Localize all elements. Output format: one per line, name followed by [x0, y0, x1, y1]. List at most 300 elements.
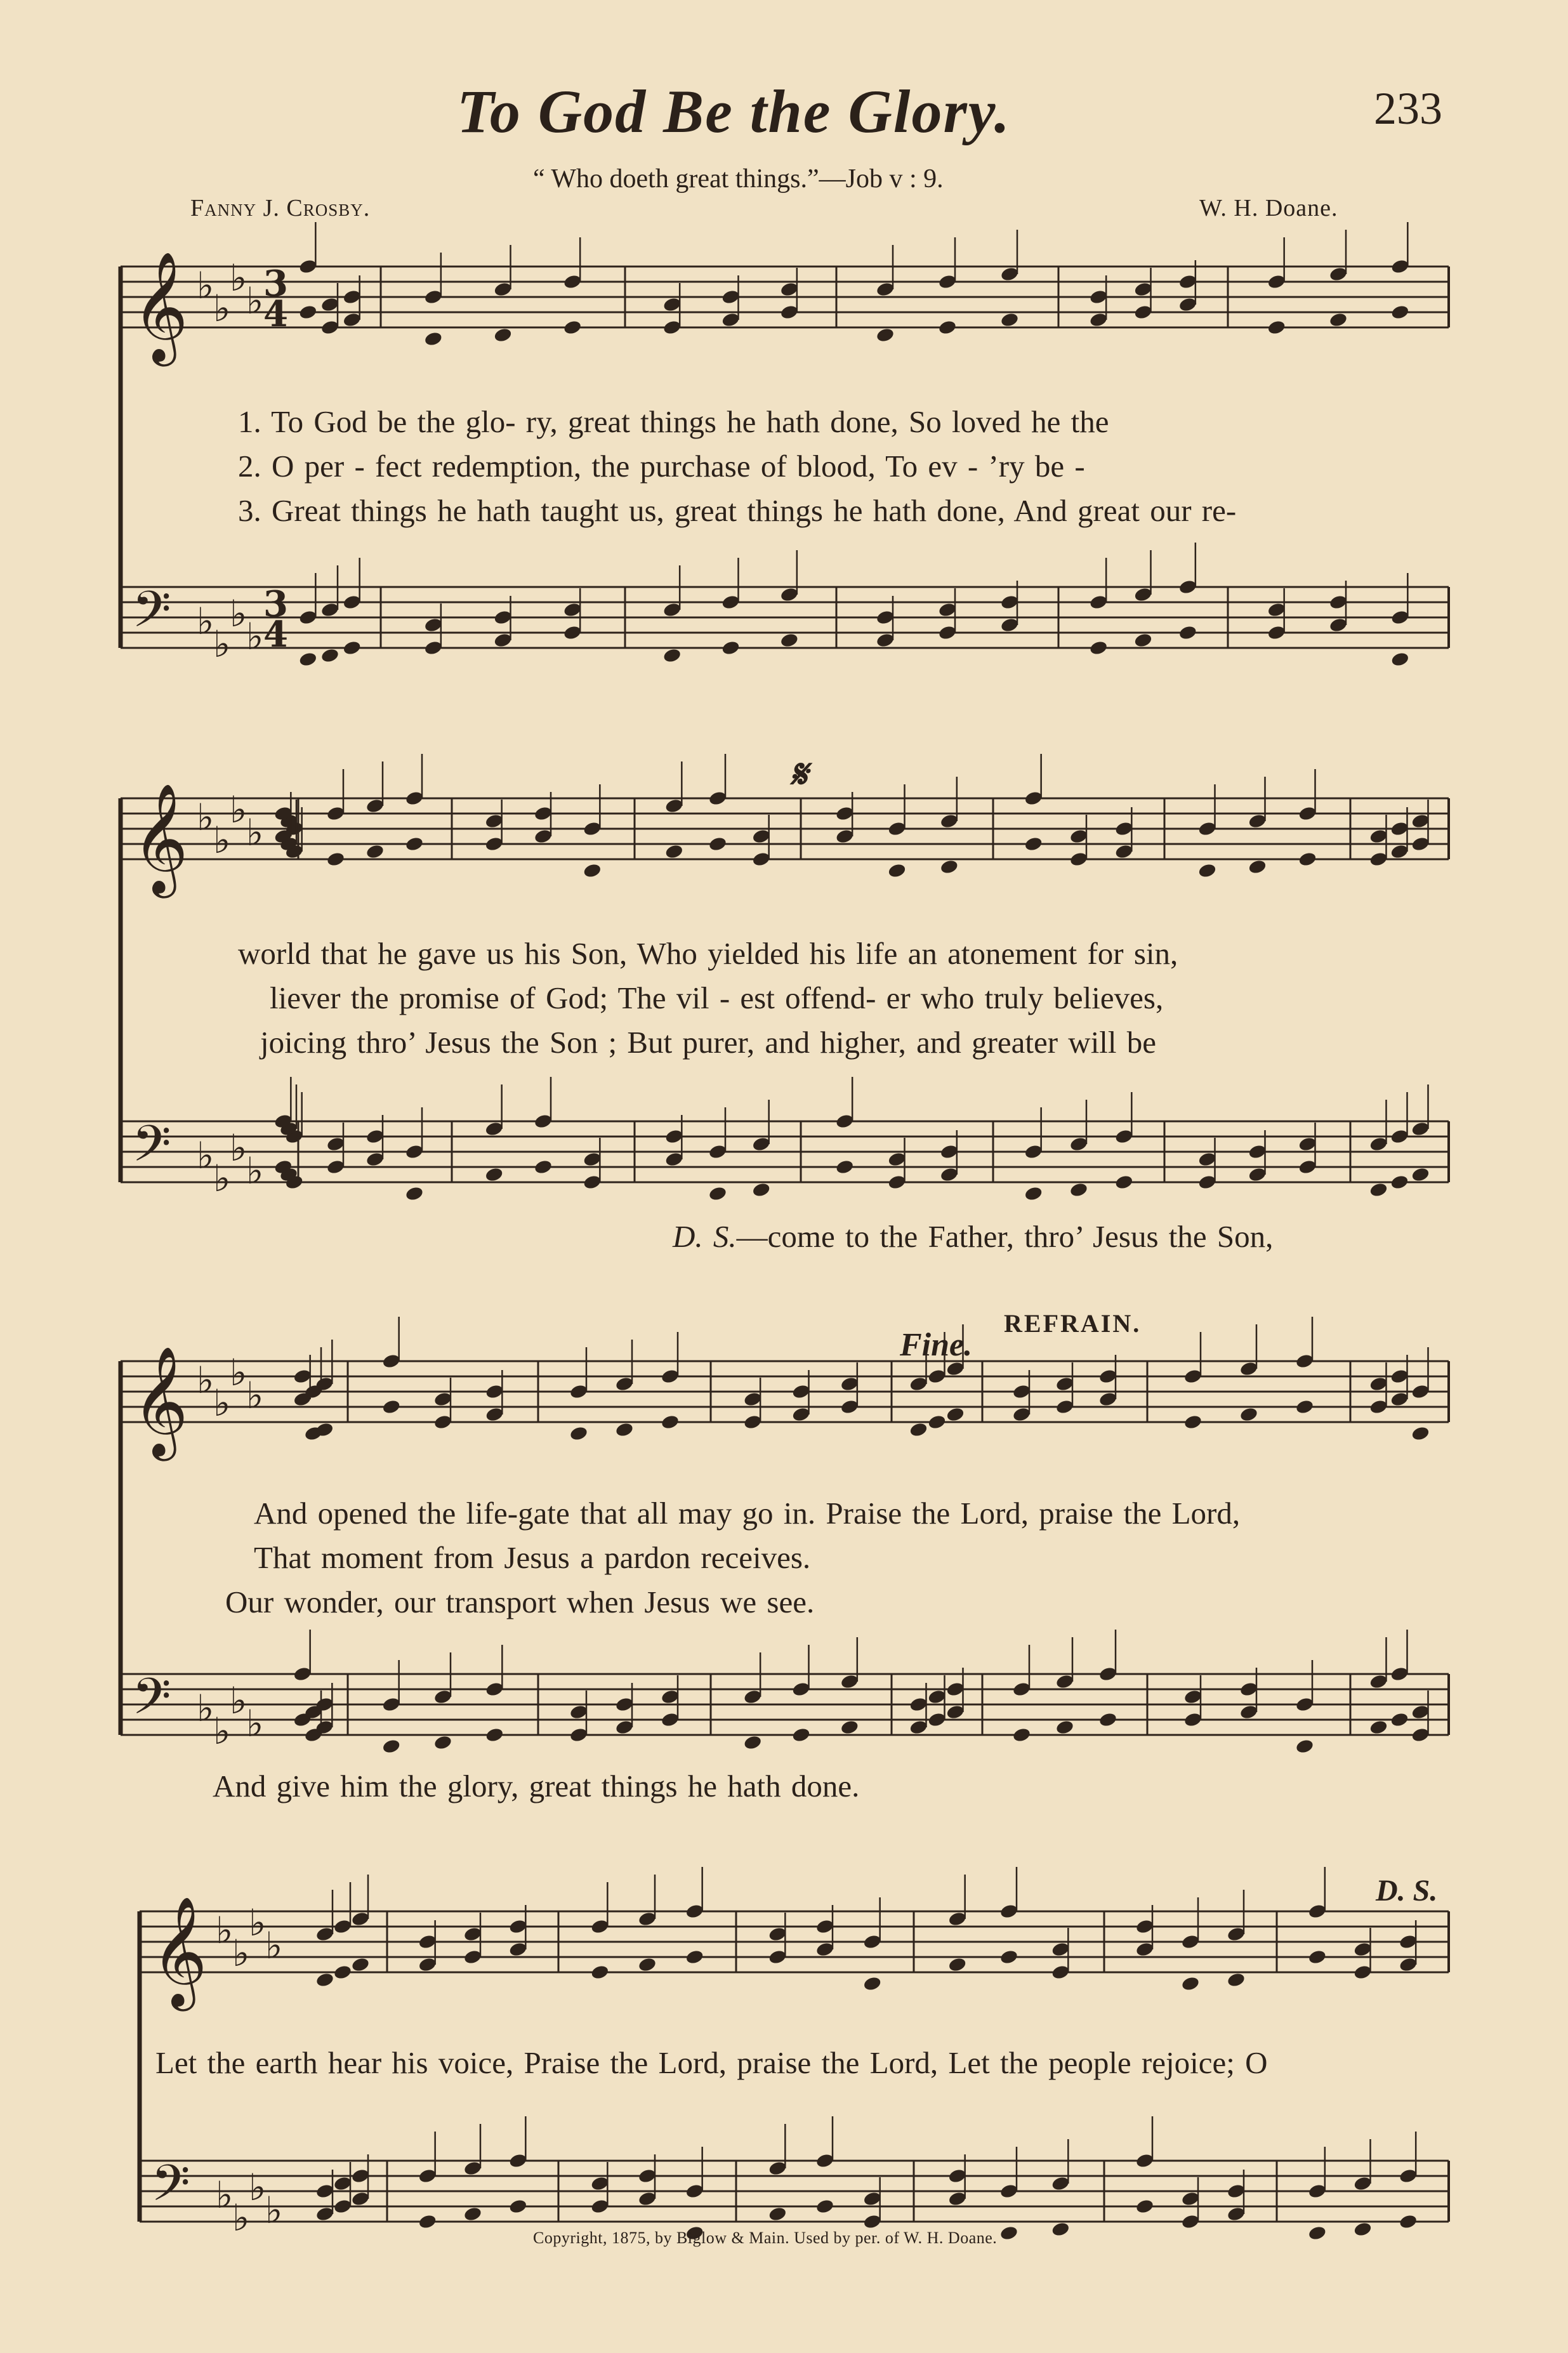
key-signature-flat: ♭ — [246, 615, 264, 658]
notehead — [1089, 594, 1109, 610]
notehead — [1390, 1711, 1409, 1728]
notehead — [320, 647, 340, 664]
notehead — [1369, 828, 1388, 845]
dal-segno-label: D. S. — [673, 1219, 737, 1254]
notehead — [1024, 1144, 1043, 1160]
notehead — [721, 289, 741, 305]
key-signature-flat: ♭ — [213, 623, 231, 666]
notehead — [463, 2160, 483, 2177]
key-signature-flat: ♭ — [246, 1149, 264, 1192]
bass-clef: 𝄢 — [151, 2154, 190, 2225]
notehead — [1399, 2213, 1418, 2230]
notehead — [791, 1406, 811, 1423]
notehead — [1178, 624, 1198, 641]
lyric-verse-1-line-2: world that he gave us his Son, Who yielded his life an atonement for sin, — [238, 936, 1178, 971]
copyright-notice: Copyright, 1875, by Biglow & Main. Used by per. of W. H. Doane. — [533, 2229, 998, 2247]
notehead — [1181, 1934, 1201, 1950]
notehead — [333, 1964, 353, 1981]
notehead — [1000, 312, 1020, 328]
key-signature-flat: ♭ — [249, 2166, 267, 2209]
notehead — [768, 1949, 787, 1965]
notehead — [743, 1689, 763, 1705]
notehead — [508, 1918, 528, 1935]
notehead — [638, 2191, 657, 2207]
key-signature-flat: ♭ — [230, 1679, 247, 1722]
notehead — [721, 640, 741, 656]
notehead — [333, 2198, 353, 2215]
notehead — [1227, 2206, 1246, 2222]
notehead — [1308, 1903, 1328, 1920]
notehead — [484, 1166, 504, 1183]
notehead — [485, 1681, 504, 1697]
notehead — [999, 2183, 1019, 2199]
notehead — [999, 1903, 1019, 1920]
notehead — [780, 586, 800, 603]
key-signature-flat: ♭ — [216, 1909, 234, 1952]
notehead — [1298, 1159, 1317, 1175]
key-signature-flat: ♭ — [213, 1710, 231, 1753]
notehead — [1411, 1425, 1430, 1442]
notehead — [708, 790, 728, 807]
notehead — [1248, 1166, 1267, 1183]
notehead — [563, 624, 583, 641]
notehead — [1353, 2221, 1373, 2238]
notehead — [508, 2198, 528, 2215]
notehead — [485, 1383, 504, 1400]
notehead — [1114, 1174, 1134, 1190]
notehead — [1098, 1666, 1118, 1682]
notehead — [433, 1414, 453, 1430]
notehead — [1390, 1128, 1409, 1145]
notehead — [927, 1368, 947, 1385]
notehead — [1248, 859, 1267, 875]
hymn-title: To God Be the Glory. — [457, 77, 1011, 145]
notehead — [1411, 1727, 1430, 1743]
notehead — [1295, 1738, 1315, 1755]
notehead — [1178, 296, 1198, 313]
notehead — [862, 1934, 882, 1950]
notehead — [315, 2206, 335, 2222]
notehead — [326, 805, 346, 822]
notehead — [1295, 1696, 1315, 1713]
notehead — [664, 798, 684, 814]
notehead — [927, 1414, 947, 1430]
notehead — [1178, 579, 1198, 595]
notehead — [563, 319, 583, 336]
notehead — [1227, 2183, 1246, 2199]
notehead — [1390, 1174, 1409, 1190]
notehead — [381, 1696, 401, 1713]
notehead — [1329, 617, 1348, 633]
notehead — [862, 2213, 882, 2230]
notehead — [1012, 1681, 1032, 1697]
notehead — [569, 1727, 589, 1743]
notehead — [1369, 1673, 1388, 1690]
notehead — [1298, 851, 1317, 867]
notehead — [1055, 1673, 1075, 1690]
notehead — [424, 617, 444, 633]
notehead — [1181, 2191, 1201, 2207]
notehead — [418, 1934, 437, 1950]
key-signature-flat: ♭ — [246, 1374, 264, 1417]
lyric-verse-3-line-3: Our wonder, our transport when Jesus we see. — [225, 1585, 815, 1619]
notehead — [840, 1673, 860, 1690]
notehead — [351, 1911, 371, 1927]
notehead — [326, 851, 346, 867]
notehead — [1390, 258, 1410, 275]
notehead — [768, 1926, 787, 1942]
notehead — [615, 1421, 635, 1438]
notehead — [583, 1174, 602, 1190]
notehead — [1012, 1383, 1032, 1400]
notehead — [1000, 594, 1020, 610]
notehead — [938, 319, 958, 336]
notehead — [1135, 1941, 1155, 1958]
notehead — [485, 1406, 504, 1423]
notehead — [1399, 2168, 1418, 2184]
notehead — [1369, 1719, 1388, 1736]
notehead — [381, 1399, 401, 1415]
key-signature-flat: ♭ — [216, 2173, 234, 2217]
notehead — [835, 1113, 855, 1130]
notehead — [662, 602, 682, 618]
notehead — [815, 1941, 835, 1958]
notehead — [835, 1159, 855, 1175]
notehead — [1390, 609, 1410, 626]
time-signature-bottom: 4 — [263, 293, 288, 335]
notehead — [780, 304, 800, 320]
notehead — [661, 1368, 680, 1385]
notehead — [1267, 274, 1286, 290]
notehead — [326, 1159, 346, 1175]
notehead — [1000, 617, 1020, 633]
key-signature-flat: ♭ — [230, 1126, 247, 1170]
notehead — [563, 602, 583, 618]
notehead — [1133, 304, 1153, 320]
notehead — [1411, 1704, 1430, 1720]
bass-clef: 𝄢 — [132, 580, 171, 651]
notehead — [1012, 1406, 1032, 1423]
notehead — [1000, 266, 1020, 282]
notehead — [685, 1949, 704, 1965]
notehead — [751, 1182, 771, 1198]
notehead — [1133, 632, 1153, 649]
notehead — [862, 1975, 882, 1992]
notehead — [940, 813, 959, 829]
notehead — [1133, 281, 1153, 298]
notehead — [320, 319, 340, 336]
lyric-verse-3-line-1: 3. Great things he hath taught us, great things he hath done, And great our re- — [238, 493, 1237, 528]
notehead — [1390, 651, 1410, 668]
notehead — [945, 1681, 965, 1697]
notehead — [326, 1136, 346, 1152]
notehead — [947, 2168, 967, 2184]
notehead — [342, 289, 362, 305]
lyric-verse-2-line-1: 2. O per - fect redemption, the purchase of blood, To ev - ’ry be - — [238, 449, 1085, 484]
notehead — [366, 1151, 385, 1168]
notehead — [381, 1353, 401, 1369]
treble-clef: 𝄞 — [132, 1346, 188, 1456]
notehead — [293, 1666, 312, 1682]
notehead — [662, 296, 682, 313]
notehead — [1239, 1704, 1259, 1720]
notehead — [840, 1376, 860, 1392]
key-signature-flat: ♭ — [197, 1359, 214, 1402]
notehead — [1183, 1689, 1203, 1705]
notehead — [484, 1121, 504, 1137]
notehead — [938, 602, 958, 618]
notehead — [947, 1911, 967, 1927]
notehead — [1098, 1711, 1118, 1728]
notehead — [1227, 1972, 1246, 1988]
notehead — [1024, 790, 1043, 807]
notehead — [298, 651, 318, 668]
treble-clef: 𝄞 — [132, 251, 188, 362]
notehead — [463, 1926, 483, 1942]
notehead — [1411, 1121, 1430, 1137]
notehead — [381, 1738, 401, 1755]
notehead — [743, 1391, 763, 1407]
notehead — [405, 790, 425, 807]
notehead — [1411, 813, 1430, 829]
notehead — [927, 1711, 947, 1728]
notehead — [1308, 1949, 1328, 1965]
key-signature-flat: ♭ — [213, 287, 231, 330]
notehead — [887, 821, 907, 837]
notehead — [493, 632, 513, 649]
notehead — [293, 1368, 312, 1385]
notehead — [1390, 1666, 1409, 1682]
notehead — [840, 1719, 860, 1736]
notehead — [1239, 1681, 1259, 1697]
notehead — [1329, 594, 1348, 610]
notehead — [366, 798, 385, 814]
key-signature-flat: ♭ — [197, 600, 214, 643]
notehead — [664, 843, 684, 860]
notehead — [493, 327, 513, 343]
notehead — [405, 836, 425, 852]
notehead — [876, 632, 895, 649]
key-signature-flat: ♭ — [197, 264, 214, 307]
notehead — [1181, 2213, 1201, 2230]
notehead — [534, 1113, 553, 1130]
page-number: 233 — [1374, 83, 1442, 134]
notehead — [751, 828, 771, 845]
notehead — [1114, 1128, 1134, 1145]
notehead — [1369, 851, 1388, 867]
notehead — [638, 1956, 657, 1973]
notehead — [1055, 1376, 1075, 1392]
notehead — [1369, 1136, 1388, 1152]
key-signature-flat: ♭ — [197, 796, 214, 839]
key-signature-flat: ♭ — [213, 1381, 231, 1425]
scripture-epigraph: “ Who doeth great things.”—Job v : 9. — [533, 164, 944, 194]
notehead — [315, 1972, 335, 1988]
notehead — [342, 640, 362, 656]
notehead — [583, 862, 602, 879]
notehead — [1069, 851, 1089, 867]
notehead — [333, 1918, 353, 1935]
notehead — [1298, 805, 1317, 822]
notehead — [1239, 1406, 1259, 1423]
notehead — [876, 609, 895, 626]
notehead — [1329, 312, 1348, 328]
notehead — [1267, 624, 1286, 641]
notehead — [405, 1185, 425, 1202]
notehead — [999, 2225, 1019, 2241]
notehead — [947, 2191, 967, 2207]
notehead — [662, 319, 682, 336]
notehead — [1329, 266, 1348, 282]
key-signature-flat: ♭ — [265, 2189, 283, 2232]
notehead — [664, 1151, 684, 1168]
notehead — [835, 828, 855, 845]
lyric-verse-2-line-3: That moment from Jesus a pardon receives. — [254, 1540, 811, 1575]
notehead — [1012, 1727, 1032, 1743]
dal-segno-lyric: And give him the glory, great things he hath done. — [213, 1769, 860, 1803]
notehead — [876, 281, 895, 298]
notehead — [815, 2152, 835, 2169]
notehead — [708, 1185, 728, 1202]
notehead — [1390, 821, 1409, 837]
notehead — [938, 624, 958, 641]
notehead — [685, 1903, 704, 1920]
notehead — [1353, 1941, 1373, 1958]
time-signature-bottom: 4 — [263, 614, 288, 656]
key-signature-flat: ♭ — [213, 819, 231, 862]
lyric-verse-3-line-2: joicing thro’ Jesus the Son ; But purer, and higher, and greater will be — [260, 1025, 1157, 1060]
notehead — [405, 1144, 425, 1160]
notehead — [638, 1911, 657, 1927]
notehead — [298, 258, 318, 275]
notehead — [1197, 1151, 1217, 1168]
notehead — [1051, 2175, 1071, 2192]
bass-clef: 𝄢 — [132, 1667, 171, 1738]
key-signature-flat: ♭ — [197, 1134, 214, 1177]
key-signature-flat: ♭ — [232, 2196, 250, 2239]
notehead — [615, 1719, 635, 1736]
notehead — [1114, 821, 1134, 837]
notehead — [351, 1956, 371, 1973]
notehead — [815, 2198, 835, 2215]
composer-credit: W. H. Doane. — [1199, 195, 1338, 221]
notehead — [768, 2206, 787, 2222]
notehead — [1248, 813, 1267, 829]
notehead — [940, 859, 959, 875]
notehead — [569, 1383, 589, 1400]
key-signature-flat: ♭ — [246, 279, 264, 322]
fine-mark: Fine. — [900, 1327, 973, 1363]
notehead — [590, 1964, 610, 1981]
notehead — [583, 821, 602, 837]
notehead — [508, 2152, 528, 2169]
notehead — [1227, 1926, 1246, 1942]
notehead — [840, 1399, 860, 1415]
notehead — [862, 2191, 882, 2207]
notehead — [1098, 1368, 1118, 1385]
notehead — [534, 828, 553, 845]
notehead — [1183, 1711, 1203, 1728]
notehead — [909, 1719, 928, 1736]
notehead — [1135, 1918, 1155, 1935]
treble-clef: 𝄞 — [132, 783, 188, 893]
notehead — [940, 1144, 959, 1160]
notehead — [1133, 586, 1153, 603]
key-signature-flat: ♭ — [213, 1157, 231, 1200]
notehead — [366, 1128, 385, 1145]
notehead — [1178, 274, 1198, 290]
notehead — [1069, 1182, 1089, 1198]
notehead — [815, 1918, 835, 1935]
notehead — [569, 1704, 589, 1720]
notehead — [1024, 1185, 1043, 1202]
notehead — [534, 805, 553, 822]
notehead — [1069, 1136, 1089, 1152]
key-signature-flat: ♭ — [246, 1702, 264, 1745]
notehead — [463, 1949, 483, 1965]
notehead — [320, 602, 340, 618]
notehead — [1089, 289, 1109, 305]
notehead — [685, 2183, 704, 2199]
key-signature-flat: ♭ — [230, 1351, 247, 1394]
notehead — [315, 2183, 335, 2199]
notehead — [351, 2168, 371, 2184]
notehead — [1411, 1383, 1430, 1400]
notehead — [563, 274, 583, 290]
lyricist-credit: Fanny J. Crosby. — [190, 195, 371, 221]
notehead — [887, 862, 907, 879]
refrain-heading: REFRAIN. — [1004, 1309, 1142, 1338]
notehead — [1390, 1391, 1409, 1407]
notehead — [1399, 1956, 1418, 1973]
notehead — [751, 1136, 771, 1152]
notehead — [433, 1689, 453, 1705]
dal-segno-mark: D. S. — [1376, 1874, 1438, 1908]
notehead — [1089, 640, 1109, 656]
refrain-lyric: Let the earth hear his voice, Praise the Lord, praise the Lord, Let the people rejoice; O — [155, 2045, 1268, 2080]
notehead — [484, 813, 504, 829]
notehead — [1024, 836, 1043, 852]
segno-sign: 𝄋 — [790, 753, 807, 796]
notehead — [945, 1704, 965, 1720]
notehead — [664, 1128, 684, 1145]
notehead — [424, 331, 444, 347]
notehead — [418, 2213, 437, 2230]
notehead — [780, 281, 800, 298]
notehead — [333, 2175, 353, 2192]
notehead — [780, 632, 800, 649]
notehead — [615, 1696, 635, 1713]
notehead — [1308, 2183, 1328, 2199]
notehead — [887, 1151, 907, 1168]
notehead — [1353, 2175, 1373, 2192]
notehead — [708, 1144, 728, 1160]
notehead — [708, 836, 728, 852]
notehead — [590, 2198, 610, 2215]
notehead — [1051, 2221, 1071, 2238]
notehead — [1369, 1376, 1388, 1392]
key-signature-flat: ♭ — [246, 811, 264, 854]
notehead — [583, 1151, 602, 1168]
notehead — [1051, 1941, 1071, 1958]
notehead — [493, 281, 513, 298]
notehead — [909, 1421, 928, 1438]
key-signature-flat: ♭ — [230, 592, 247, 635]
notehead — [721, 594, 741, 610]
notehead — [1183, 1368, 1203, 1385]
notehead — [418, 2168, 437, 2184]
notehead — [1114, 843, 1134, 860]
